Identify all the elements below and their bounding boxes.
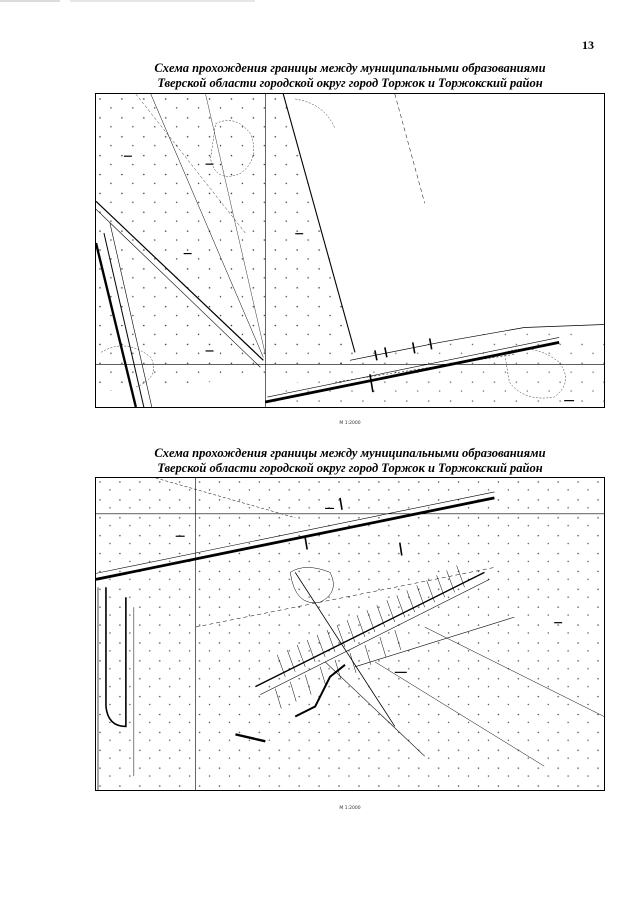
scheme-2-title-line-1: Схема прохождения границы между муниципальными образованиями (154, 446, 546, 460)
scheme-2-map-drawing (96, 478, 604, 790)
scheme-2-map (95, 477, 605, 791)
scheme-1-title-line-1: Схема прохождения границы между муниципальными образованиями (154, 61, 546, 75)
scheme-1-title-line-2: Тверской области городской округ город Торжок и Торжокский район (157, 76, 543, 90)
top-edge-lines (0, 0, 260, 3)
page-number: 13 (582, 38, 594, 52)
scheme-1-map-drawing (96, 94, 604, 407)
scheme-1-title (95, 61, 605, 91)
scheme-2-scale: М 1:2000 (339, 806, 361, 811)
scheme-2-title (95, 446, 605, 476)
scheme-1-map (95, 93, 605, 408)
scheme-1-scale: М 1:2000 (339, 421, 361, 426)
scheme-2-title-line-2: Тверской области городской округ город Торжок и Торжокский район (157, 461, 543, 475)
